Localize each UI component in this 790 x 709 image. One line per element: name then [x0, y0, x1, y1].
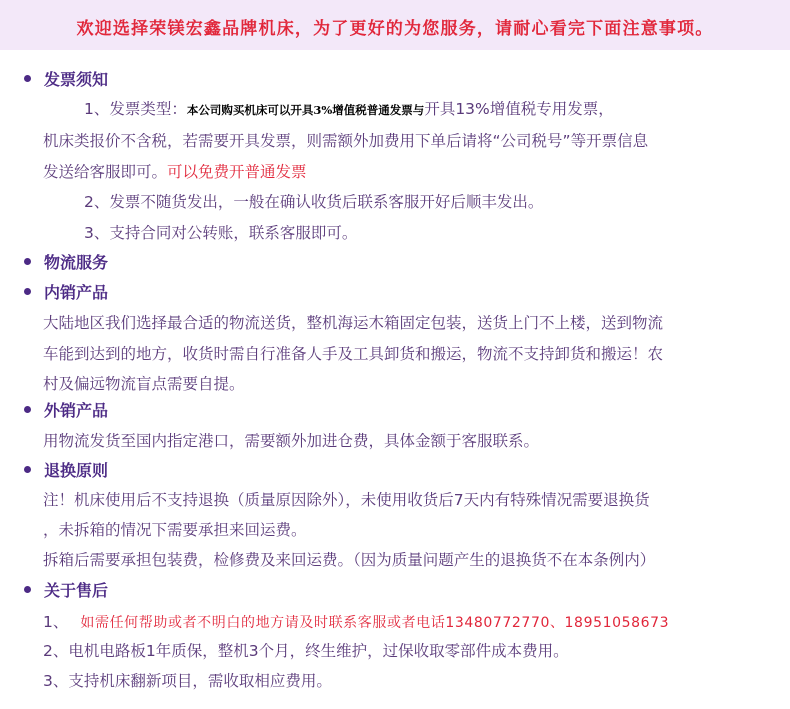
- free-invoice-note: 可以免费开普通发票: [167, 163, 307, 181]
- invoice-line-4: 2、发票不随货发出，一般在确认收货后联系客服开好后顺丰发出。: [84, 193, 544, 211]
- bullet-icon: [24, 288, 31, 295]
- section-title: 退换原则: [44, 461, 109, 480]
- bullet-icon: [24, 258, 31, 265]
- bullet-icon: [24, 466, 31, 473]
- bullet-icon: [24, 75, 31, 82]
- invoice-line-3: [43, 160, 307, 182]
- section-title: 发票须知: [44, 70, 109, 89]
- invoice-note: 发送给客服即可。: [43, 163, 168, 181]
- invoice-line-1: [84, 97, 614, 119]
- domestic-line-2: 车能到达到的地方，收货时需自行准备人手及工具卸货和搬运，物流不支持卸货和搬运！农: [43, 345, 664, 363]
- invoice-line-2: 机床类报价不含税，若需要开具发票，则需额外加费用下单后请将“公司税号”等开票信息: [43, 132, 649, 150]
- top-banner: [0, 0, 790, 50]
- invoice-line-5: 3、支持合同对公转账，联系客服即可。: [84, 224, 358, 242]
- aftersales-line-1: [43, 610, 669, 632]
- aftersales-line-3: 3、支持机床翻新项目，需收取相应费用。: [43, 672, 332, 690]
- bullet-icon: [24, 406, 31, 413]
- domestic-line-1: 大陆地区我们选择最合适的物流送货，整机海运木箱固定包装，送货上门不上楼，送到物流: [43, 314, 664, 332]
- invoice-type-suffix: 开具13%增值税专用发票，: [424, 100, 614, 118]
- section-title: 物流服务: [44, 253, 109, 272]
- bullet-icon: [24, 586, 31, 593]
- export-line-1: 用物流发货至国内指定港口，需要额外加进仓费，具体金额于客服联系。: [43, 432, 540, 450]
- invoice-type-bold: 本公司购买机床可以开具3%增值税普通发票与: [186, 103, 425, 117]
- banner-notice: 欢迎选择荣镁宏鑫品牌机床，为了更好的为您服务，请耐心看完下面注意事项。: [76, 19, 714, 39]
- section-title: 内销产品: [44, 283, 109, 302]
- returns-line-2: ，未拆箱的情况下需要承担来回运费。: [43, 521, 307, 539]
- invoice-type-label: 1、发票类型：: [84, 100, 187, 118]
- section-title: 关于售后: [44, 581, 109, 600]
- list-number: 1、: [43, 613, 69, 631]
- contact-phone-note: 如需任何帮助或者不明白的地方请及时联系客服或者电话13480772770、18951058673: [80, 615, 670, 631]
- returns-line-1: 注！机床使用后不支持退换（质量原因除外），未使用收货后7天内有特殊情况需要退换货: [43, 491, 650, 509]
- returns-line-3: 拆箱后需要承担包装费，检修费及来回运费。（因为质量问题产生的退换货不在本条例内）: [43, 551, 656, 569]
- aftersales-line-2: 2、电机电路板1年质保，整机3个月，终生维护，过保收取零部件成本费用。: [43, 642, 569, 660]
- domestic-line-3: 村及偏远物流盲点需要自提。: [43, 375, 245, 393]
- section-title: 外销产品: [44, 401, 109, 420]
